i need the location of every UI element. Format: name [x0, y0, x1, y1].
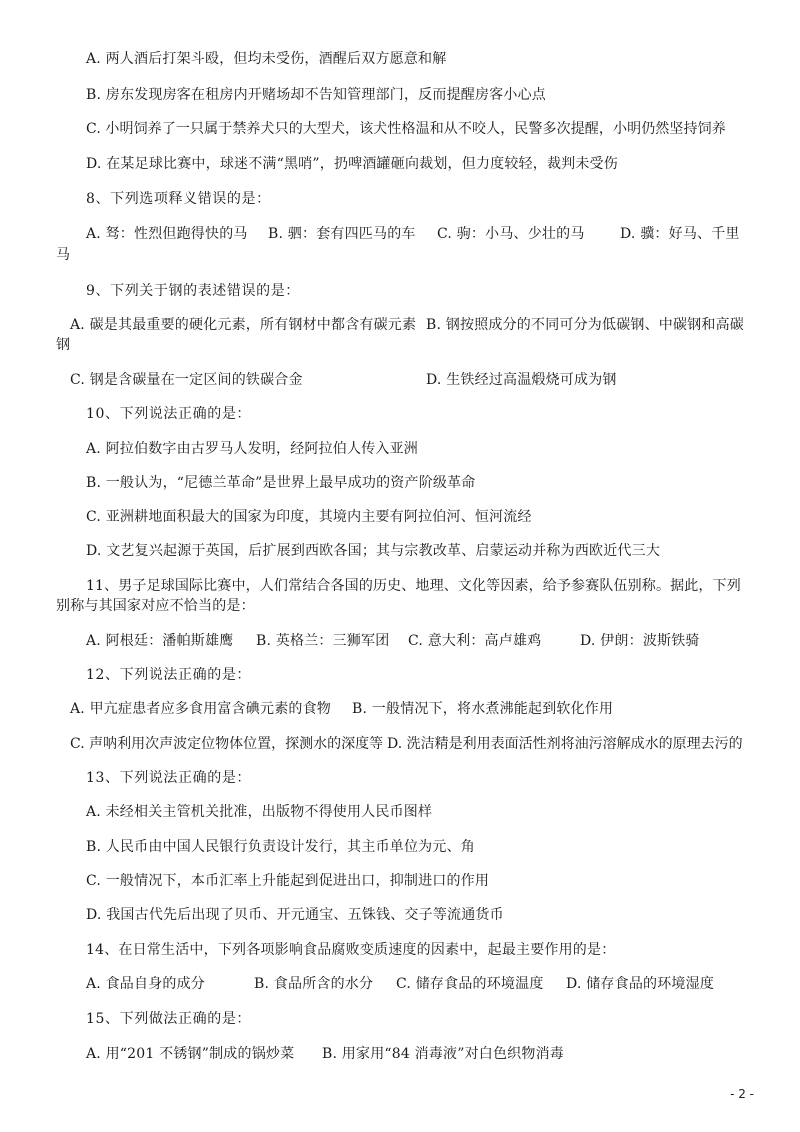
- q11-option-b: B. 英格兰：三狮军团: [256, 633, 390, 649]
- q10-option-a: A. 阿拉伯数字由古罗马人发明，经阿拉伯人传入亚洲: [86, 441, 419, 457]
- q8-option-a: A. 驽：性烈但跑得快的马: [86, 226, 248, 242]
- q8-option-d: D. 骥：好马、千里: [620, 226, 740, 242]
- q14-option-a: A. 食品自身的成分: [86, 976, 206, 992]
- q14-option-c: C. 储存食品的环境温度: [396, 976, 544, 992]
- q12-option-c: C. 声呐利用次声波定位物体位置，探测水的深度等: [70, 736, 384, 752]
- q10-option-d: D. 文艺复兴起源于英国，后扩展到西欧各国；其与宗教改革、启蒙运动并称为西欧近代三大: [86, 543, 661, 559]
- q10-option-b: B. 一般认为，“尼德兰革命”是世界上最早成功的资产阶级革命: [86, 475, 476, 491]
- q10-stem: 10、下列说法正确的是：: [86, 406, 252, 422]
- q8-option-c: C. 驹：小马、少壮的马: [437, 226, 585, 242]
- page-number: - 2 -: [730, 1087, 754, 1101]
- q11-stem: 11、男子足球国际比赛中，人们常结合各国的历史、地理、文化等因素，给予参赛队伍别称。据此，下列: [86, 578, 741, 594]
- q15-option-b: B. 用家用“84 消毒液”对白色织物消毒: [322, 1046, 564, 1062]
- q12-option-a: A. 甲亢症患者应多食用富含碘元素的食物: [70, 701, 332, 717]
- q14-option-d: D. 储存食品的环境湿度: [566, 976, 715, 992]
- q9-option-c: C. 钢是含碳量在一定区间的铁碳合金: [70, 372, 303, 388]
- q9-option-d: D. 生铁经过高温煅烧可成为钢: [426, 372, 617, 388]
- q13-option-d: D. 我国古代先后出现了贝币、开元通宝、五铢钱、交子等流通货币: [86, 907, 504, 923]
- q7-option-c: C. 小明饲养了一只属于禁养犬只的大型犬，该犬性格温和从不咬人，民警多次提醒，小明仍然坚持饲养: [86, 121, 726, 137]
- q15-stem: 15、下列做法正确的是：: [86, 1011, 252, 1027]
- q8-stem: 8、下列选项释义错误的是：: [86, 191, 271, 207]
- q12-option-d: D. 洗洁精是利用表面活性剂将油污溶解成水的原理去污的: [387, 736, 743, 752]
- q14-option-b: B. 食品所含的水分: [254, 976, 374, 992]
- q10-option-c: C. 亚洲耕地面积最大的国家为印度，其境内主要有阿拉伯河、恒河流经: [86, 509, 532, 525]
- q11-stem-continued: 别称与其国家对应不恰当的是：: [56, 598, 255, 614]
- q13-option-c: C. 一般情况下，本币汇率上升能起到促进出口，抑制进口的作用: [86, 873, 490, 889]
- q9-stem: 9、下列关于钢的表述错误的是：: [86, 283, 300, 299]
- q15-option-a: A. 用“201 不锈钢”制成的锅炒菜: [86, 1046, 295, 1062]
- q7-option-d: D. 在某足球比赛中，球迷不满“黑哨”，扔啤酒罐砸向裁划，但力度较轻，裁判未受伤: [86, 156, 618, 172]
- q11-option-d: D. 伊朗：波斯铁骑: [580, 633, 700, 649]
- q12-option-b: B. 一般情况下，将水煮沸能起到软化作用: [352, 701, 614, 717]
- q12-stem: 12、下列说法正确的是：: [86, 667, 252, 683]
- q11-option-a: A. 阿根廷：潘帕斯雄鹰: [86, 633, 234, 649]
- q8-option-d-continued: 马: [56, 247, 71, 263]
- q14-stem: 14、在日常生活中，下列各项影响食品腐败变质速度的因素中，起最主要作用的是：: [86, 942, 616, 958]
- q9-option-a: A. 碳是其最重要的硬化元素，所有钢材中都含有碳元素: [70, 317, 417, 333]
- q7-option-b: B. 房东发现房客在租房内开赌场却不告知管理部门，反而提醒房客小心点: [86, 87, 546, 103]
- q11-option-c: C. 意大利：高卢雄鸡: [408, 633, 542, 649]
- q13-stem: 13、下列说法正确的是：: [86, 770, 252, 786]
- q9-option-b-continued: 钢: [56, 337, 71, 353]
- q13-option-a: A. 未经相关主管机关批准，出版物不得使用人民币图样: [86, 804, 433, 820]
- q13-option-b: B. 人民币由中国人民银行负责设计发行，其主币单位为元、角: [86, 839, 475, 855]
- q9-option-b: B. 钢按照成分的不同可分为低碳钢、中碳钢和高碳: [426, 317, 744, 333]
- q7-option-a: A. 两人酒后打架斗殴，但均未受伤，酒醒后双方愿意和解: [86, 51, 447, 67]
- q8-option-b: B. 驷：套有四匹马的车: [268, 226, 416, 242]
